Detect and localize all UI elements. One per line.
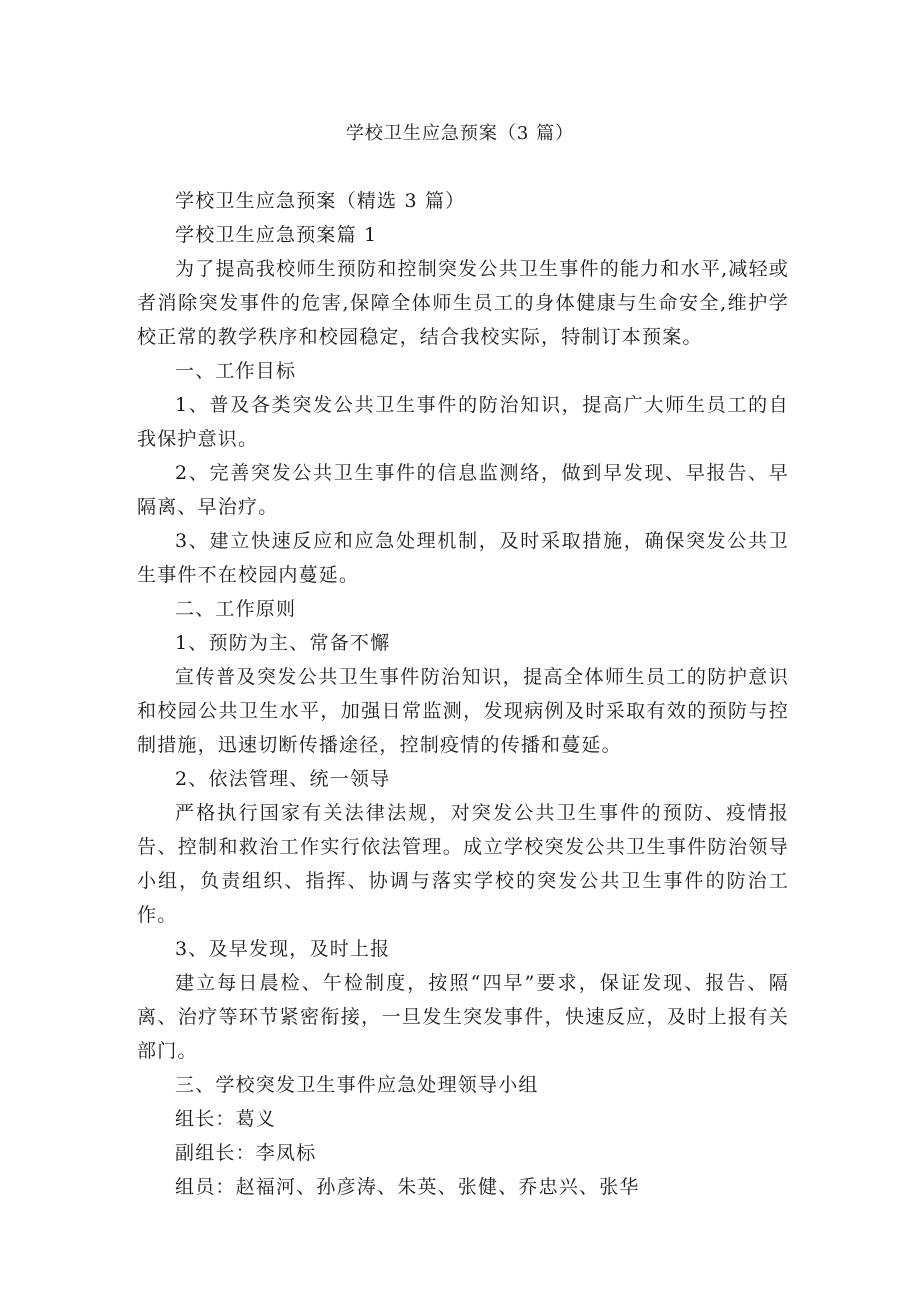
- principle-text-2: 严格执行国家有关法律法规，对突发公共卫生事件的预防、疫情报告、控制和救治工作实行依法管理。成立学校突发公共卫生事件防治领导小组，负责组织、指挥、协调与落实学校的突发公共卫生事件的防治工作。: [137, 802, 789, 926]
- principle-heading-3: 3、及早发现，及时上报: [175, 938, 391, 960]
- goal-item-2: 2、完善突发公共卫生事件的信息监测络，做到早发现、早报告、早隔离、早治疗。: [137, 462, 789, 518]
- deputy-leader: 副组长：李凤标: [175, 1142, 317, 1164]
- document-title: 学校卫生应急预案（3 篇）: [345, 123, 575, 144]
- heading-work-goals: 一、工作目标: [175, 360, 297, 382]
- group-members: 组员：赵福河、孙彦涛、朱英、张健、乔忠兴、张华: [175, 1176, 640, 1198]
- group-leader: 组长：葛义: [175, 1108, 277, 1130]
- goal-item-3: 3、建立快速反应和应急处理机制，及时采取措施，确保突发公共卫生事件不在校园内蔓延。: [137, 530, 789, 586]
- principle-heading-2: 2、依法管理、统一领导: [175, 768, 391, 790]
- document-body: [137, 184, 789, 1204]
- section-heading: 学校卫生应急预案篇 1: [175, 224, 378, 246]
- principle-heading-1: 1、预防为主、常备不懈: [175, 632, 391, 654]
- subtitle-paragraph: 学校卫生应急预案（精选 3 篇）: [175, 190, 466, 212]
- heading-work-principles: 二、工作原则: [175, 598, 297, 620]
- principle-text-1: 宣传普及突发公共卫生事件防治知识，提高全体师生员工的防护意识和校园公共卫生水平，加强日常监测，发现病例及时采取有效的预防与控制措施，迅速切断传播途径，控制疫情的传播和蔓延。: [137, 666, 789, 756]
- principle-text-3: 建立每日晨检、午检制度，按照“四早”要求，保证发现、报告、隔离、治疗等环节紧密衔接，一旦发生突发事件，快速反应，及时上报有关部门。: [137, 972, 789, 1062]
- intro-paragraph: 为了提高我校师生预防和控制突发公共卫生事件的能力和水平,减轻或者消除突发事件的危害,保障全体师生员工的身体健康与生命安全,维护学校正常的教学秩序和校园稳定，结合我校实际，特制订本预案。: [137, 258, 789, 348]
- goal-item-1: 1、普及各类突发公共卫生事件的防治知识，提高广大师生员工的自我保护意识。: [137, 394, 789, 450]
- heading-leadership-group: 三、学校突发卫生事件应急处理领导小组: [175, 1074, 539, 1096]
